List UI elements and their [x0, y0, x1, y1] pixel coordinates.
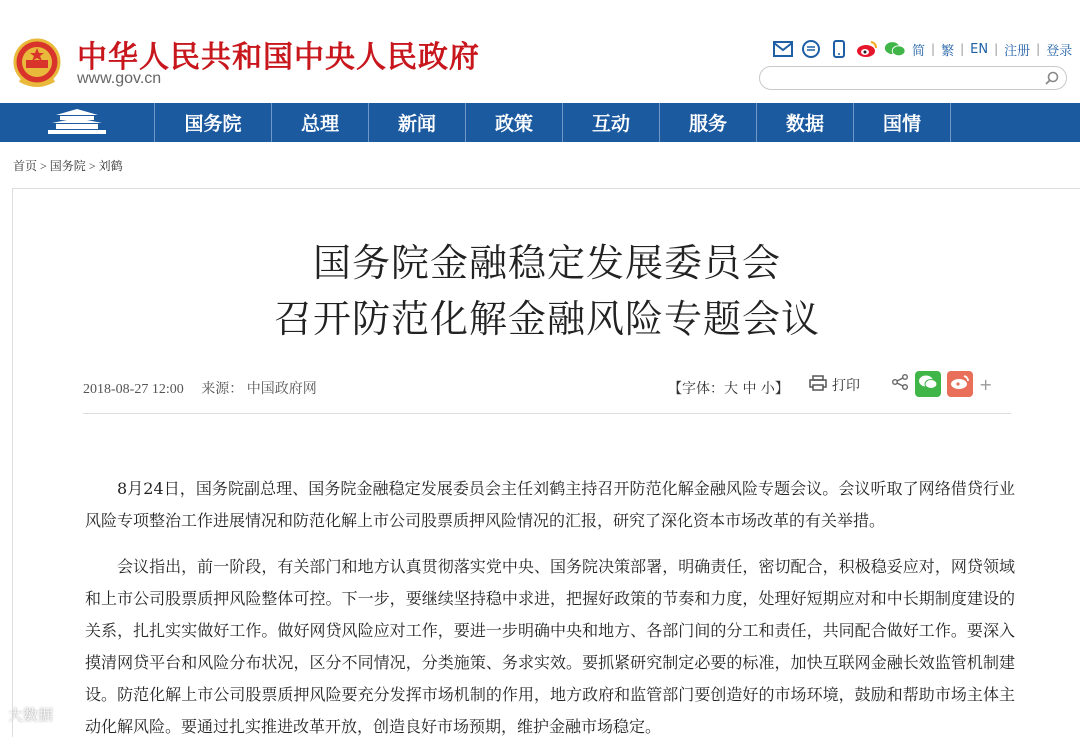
article-paragraph: 8月24日，国务院副总理、国务院金融稳定发展委员会主任刘鹤主持召开防范化解金融风险专题会议。会议听取了网络借贷行业风险专项整治工作进展情况和防范化解上市公司股票质押风险情况的汇报，研究了深化资本市场改革的有关举措。 — [85, 479, 1015, 530]
share-weibo-button[interactable] — [947, 371, 973, 397]
tiananmen-icon — [46, 107, 108, 139]
article-title-line1: 国务院金融稳定发展委员会 — [312, 241, 781, 285]
printer-icon — [809, 375, 827, 395]
top-links: 简 | 繁 | EN | 注册 | 登录 — [772, 38, 1072, 60]
register-link[interactable]: 注册 — [1004, 43, 1031, 59]
nav-item-policy[interactable]: 政策 — [466, 103, 563, 142]
share-icon[interactable] — [891, 373, 909, 395]
watermark-text: 大数据 — [8, 706, 54, 724]
site-domain[interactable]: www.gov.cn — [77, 70, 162, 87]
share-bar — [891, 371, 992, 397]
nav-item-state-council[interactable]: 国务院 — [155, 103, 272, 142]
nav-item-national-info[interactable]: 国情 — [854, 103, 951, 142]
breadcrumb-liuhe[interactable]: 刘鹤 — [98, 159, 123, 173]
more-share-icon[interactable]: + — [979, 374, 993, 394]
nav-item-news[interactable]: 新闻 — [369, 103, 466, 142]
font-size-control[interactable]: 【字体：大 中 小】 — [668, 381, 789, 397]
article-title-line2: 召开防范化解金融风险专题会议 — [273, 297, 820, 341]
wechat-icon[interactable] — [884, 38, 906, 60]
article-meta — [83, 378, 317, 398]
article-paragraph: 会议指出，前一阶段，有关部门和地方认真贯彻落实党中央、国务院决策部署，明确责任，密切配合，积极稳妥应对，网贷领域和上市公司股票质押风险整体可控。下一步，要继续坚持稳中求进，把握好政策的节奏和力度，处理好短期应对和中长期制度建设的关系，扎扎实实做好工作。做好网贷风险应对工作，要进一步明确中央和地方、各部门间的分工和责任，共同配合做好工作。要深入摸清网贷平台和风险分布状况，区分不同情况，分类施策、务求实效。要抓紧研究制定必要的标准，加快互联网金融长效监管机制建设。防范化解上市公司股票质押风险要充分发挥市场机制的作用，地方政府和监管部门要创造好的市场环境，鼓励和帮助市场主体主动化解风险。要通过扎实推进改革开放，创造良好市场预期，维护金融市场稳定。 — [85, 557, 1015, 736]
breadcrumb: 首页 > 国务院 > 刘鹤 — [13, 159, 123, 173]
print-button[interactable] — [809, 375, 860, 395]
nav-item-premier[interactable]: 总理 — [272, 103, 369, 142]
source-label: 来源： — [201, 382, 244, 397]
site-header — [0, 0, 1080, 103]
article-card — [12, 188, 1080, 737]
search-input[interactable] — [759, 66, 1067, 90]
nav-item-data[interactable]: 数据 — [757, 103, 854, 142]
main-nav — [0, 103, 1080, 142]
english-link[interactable]: EN — [970, 41, 989, 57]
search-icon[interactable] — [1044, 70, 1060, 86]
national-emblem-icon[interactable] — [12, 36, 62, 90]
print-label: 打印 — [832, 378, 860, 394]
nav-home[interactable] — [0, 103, 155, 142]
breadcrumb-home[interactable]: 首页 — [13, 159, 38, 173]
breadcrumb-state-council[interactable]: 国务院 — [49, 159, 86, 173]
mobile-icon[interactable] — [828, 38, 850, 60]
login-link[interactable]: 登录 — [1046, 43, 1073, 59]
weibo-icon[interactable] — [856, 38, 878, 60]
nav-item-interaction[interactable]: 互动 — [563, 103, 660, 142]
watermark — [8, 704, 53, 725]
meta-divider — [83, 413, 1011, 414]
simplified-link[interactable]: 简 — [912, 43, 926, 59]
share-wechat-button[interactable] — [915, 371, 941, 397]
publish-date: 2018-08-27 12:00 — [83, 382, 184, 397]
site-title[interactable]: 中华人民共和国中央人民政府 — [77, 40, 480, 75]
mail-icon[interactable] — [772, 38, 794, 60]
weibo-icon — [950, 374, 970, 394]
nav-item-services[interactable]: 服务 — [660, 103, 757, 142]
message-icon[interactable] — [800, 38, 822, 60]
wechat-icon — [918, 374, 938, 394]
source-name: 中国政府网 — [246, 382, 317, 397]
traditional-link[interactable]: 繁 — [941, 43, 955, 59]
